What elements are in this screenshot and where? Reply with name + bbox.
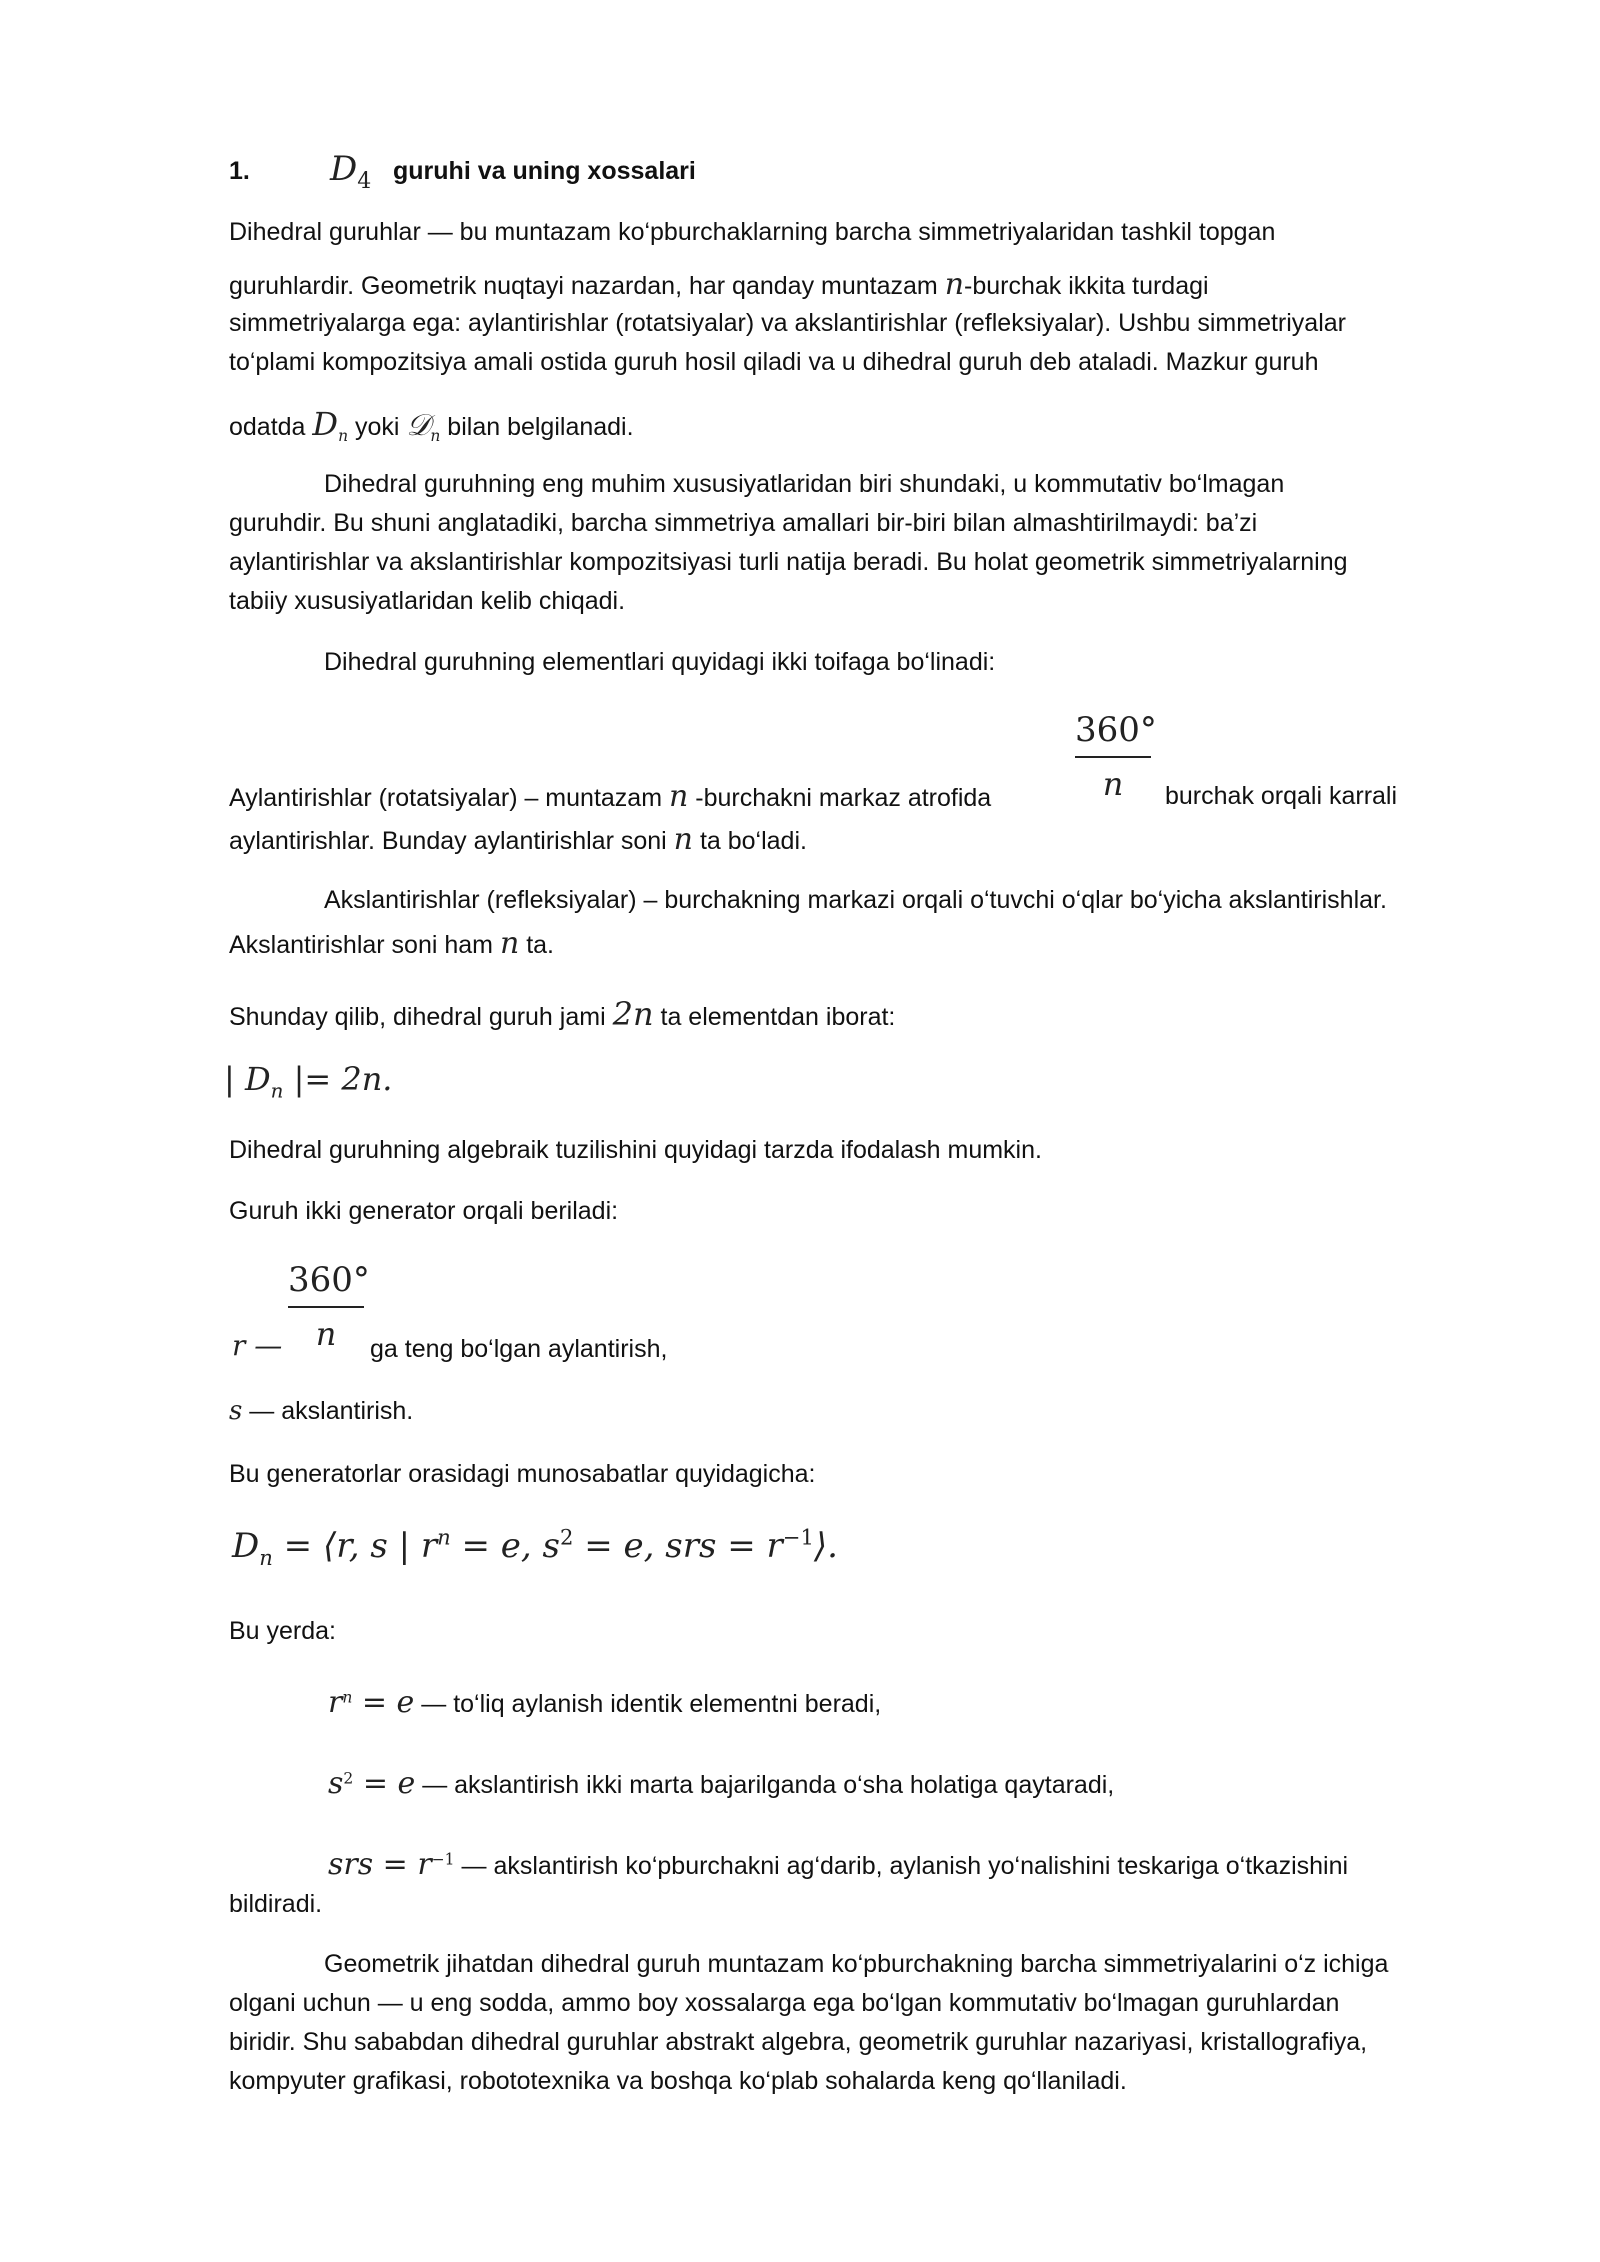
reflections-line1: Akslantirishlar (refleksiyalar) – burchakning markazi orqali o‘tuvchi o‘qlar bo‘yicha akslantirishlar. — [324, 886, 1387, 914]
conclusion-line3: biridir. Shu sababdan dihedral guruhlar abstrakt algebra, geometrik guruhlar nazariyasi, kristallografiya, — [229, 2028, 1368, 2056]
p2-line4: tabiiy xususiyatlaridan kelib chiqadi. — [229, 587, 626, 615]
conclusion-line1: Geometrik jihatdan dihedral guruh muntazam ko‘pburchakning barcha simmetriyalarini o‘z ichiga — [324, 1950, 1389, 1978]
section-heading — [229, 152, 250, 191]
relation-item-3-cont: bildiradi. — [229, 1890, 323, 1918]
p2-line2: guruhdir. Bu shuni anglatadiki, barcha simmetriya amallari bir-biri bilan almashtirilmaydi: ba’zi — [229, 509, 1258, 537]
algebra-line2: Guruh ikki generator orqali beriladi: — [229, 1197, 619, 1225]
generator-angle-fraction: 360° n — [288, 1260, 370, 1353]
heading-title: guruhi va uning xossalari — [393, 157, 696, 185]
relation-item-3: srs = $r^{-1}$ — akslantirish ko‘pburchakni ag‘darib, aylanish yo‘nalishini teskariga o‘tkazishini — [328, 1847, 1349, 1882]
p3-line1: Dihedral guruhning elementlari quyidagi ikki toifaga bo‘linadi: — [324, 648, 996, 676]
p2-line3: aylantirishlar va akslantirishlar kompozitsiyasi turli natija beradi. Bu holat geometrik simmetriyalarning — [229, 548, 1348, 576]
generator-r-symbol: r — — [232, 1329, 283, 1362]
relations-here: Bu yerda: — [229, 1617, 337, 1645]
rotation-angle-fraction: 360° n — [1075, 710, 1157, 803]
p1-line5: odatda $D_n$ yoki 𝒟$_n$ bilan belgilanadi. — [229, 405, 634, 445]
p1-line4: to‘plami kompozitsiya amali ostida guruh hosil qiladi va u dihedral guruh deb ataladi. Mazkur guruh — [229, 348, 1319, 376]
group-presentation-formula: $D_n$ = ⟨r, s | $r^n = e$, $s^2 = e$, srs = $r^{-1}⟩$. — [232, 1524, 838, 1570]
total-line: Shunday qilib, dihedral guruh jami 2n ta elementdan iborat: — [229, 995, 896, 1033]
p1-line3: simmetriyalarga ega: aylantirishlar (rotatsiyalar) va akslantirishlar (refleksiyalar). Ushbu simmetriyalar — [229, 309, 1346, 337]
conclusion-line2: olgani uchun — u eng sodda, ammo boy xossalarga ega bo‘lgan kommutativ bo‘lmagan guruhlardan — [229, 1989, 1340, 2017]
rotations-line2: aylantirishlar. Bunday aylantirishlar soni n ta bo‘ladi. — [229, 822, 807, 857]
heading-symbol: $D_4$ — [330, 149, 372, 194]
rotations-line1: Aylantirishlar (rotatsiyalar) – muntazam n -burchakni markaz atrofida — [229, 779, 992, 814]
rotations-line1-end: burchak orqali karrali — [1165, 782, 1398, 810]
generator-r-text: ga teng bo‘lgan aylantirish, — [370, 1335, 668, 1363]
p1-line2: guruhlardir. Geometrik nuqtayi nazardan, har qanday muntazam n-burchak ikkita turdagi — [229, 267, 1209, 302]
order-formula: | $D_n$ |= 2n. — [224, 1060, 393, 1103]
conclusion-line4: kompyuter grafikasi, robototexnika va boshqa ko‘plab sohalarda keng qo‘llaniladi. — [229, 2067, 1127, 2095]
relations-intro: Bu generatorlar orasidagi munosabatlar quyidagicha: — [229, 1460, 816, 1488]
relation-item-2: $s^2 = e$ — akslantirish ikki marta bajarilganda o‘sha holatiga qaytaradi, — [328, 1766, 1115, 1801]
generator-s-line: s — akslantirish. — [229, 1396, 414, 1426]
p2-line1: Dihedral guruhning eng muhim xususiyatlaridan biri shundaki, u kommutativ bo‘lmagan — [324, 470, 1285, 498]
heading-number: 1. — [229, 157, 250, 185]
relation-item-1: $r^n = e$ — to‘liq aylanish identik elementni beradi, — [328, 1685, 882, 1720]
algebra-line1: Dihedral guruhning algebraik tuzilishini quyidagi tarzda ifodalash mumkin. — [229, 1136, 1042, 1164]
p1-line1: Dihedral guruhlar — bu muntazam ko‘pburchaklarning barcha simmetriyalaridan tashkil topgan — [229, 218, 1276, 246]
reflections-line2: Akslantirishlar soni ham n ta. — [229, 926, 555, 961]
